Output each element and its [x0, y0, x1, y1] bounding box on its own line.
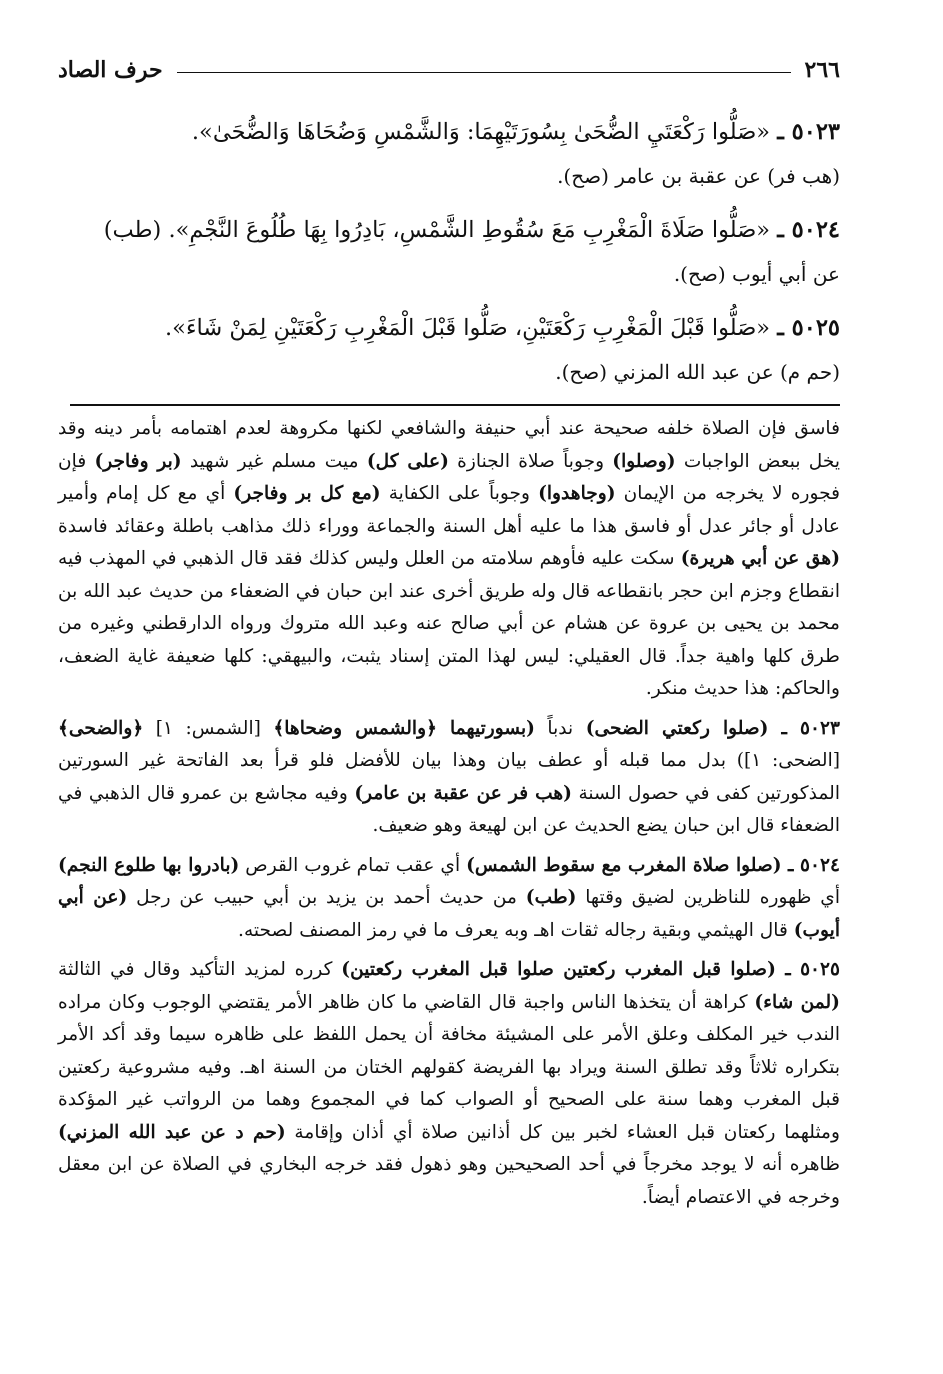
hadith-text: «صَلُّوا قَبْلَ الْمَغْرِبِ رَكْعَتَيْنِ، صَلُّوا قَبْلَ الْمَغْرِبِ رَكْعَتَيْنِ لِمَنْ شَاءَ». — [165, 315, 771, 341]
commentary-keyword: (صلوا قبل المغرب ركعتين صلوا قبل المغرب ركعتين) — [341, 959, 776, 980]
commentary-number: ٥٠٢٥ ـ — [775, 959, 841, 980]
hadith-line — [58, 304, 840, 352]
commentary-text: ظاهره أنه لا يوجد مخرجاً في أحد الصحيحين وهو ذهول فقد خرجه البخاري في الصلاة عن ابن معقل وخرجه في الاعتصام أيضاً. — [58, 1154, 840, 1208]
hadith-number: ٥٠٢٣ ـ — [777, 119, 840, 145]
commentary-block — [58, 413, 840, 1221]
commentary-number: ٥٠٢٣ ـ — [768, 717, 840, 739]
commentary-paragraph — [58, 713, 840, 843]
commentary-text: أي ظهوره للناظرين لضيق وقتها — [576, 887, 841, 908]
commentary-paragraph — [58, 954, 840, 1214]
commentary-keyword: (وصلوا) — [612, 450, 676, 472]
commentary-text: فاسق فإن الصلاة خلفه صحيحة عند أبي حنيفة والشافعي لكنها مكروهة لعدم اهتمامه بأمر دينه وقد يخل ببعض الواجبات — [58, 418, 840, 472]
commentary-text: كرره لمزيد التأكيد وقال في الثالثة — [58, 959, 342, 980]
commentary-text: فإن فجوره لا يخرجه من الإيمان — [58, 450, 841, 504]
commentary-keyword: (صلوا صلاة المغرب مع سقوط الشمس) — [466, 854, 782, 876]
hadith-line — [58, 108, 840, 156]
header-rule — [177, 72, 791, 73]
commentary-paragraph — [58, 413, 840, 706]
commentary-keyword: (وجاهدوا) — [538, 483, 616, 504]
commentary-keyword: (بادروا بها طلوع النجم) — [58, 854, 240, 876]
hadith-text-block — [58, 108, 840, 402]
commentary-paragraph — [58, 850, 840, 948]
commentary-keyword: (حم د عن عبد الله المزني) — [58, 1121, 286, 1143]
page-header — [58, 50, 840, 90]
commentary-keyword: ﴿والضحى﴾ — [58, 717, 144, 739]
commentary-text: وجوباً على الكفاية — [380, 483, 539, 504]
commentary-keyword: (هق عن أبي هريرة) — [680, 548, 841, 569]
commentary-text: من حديث أحمد بن يزيد بن أبي حبيب عن رجل — [127, 887, 526, 908]
hadith-entry — [58, 108, 840, 196]
commentary-text: ندباً — [534, 717, 586, 739]
commentary-keyword: (طب) — [525, 887, 577, 908]
hadith-text: «صَلُّوا رَكْعَتَيِ الضُّحَىٰ بِسُورَتَيْهِمَا: وَالشَّمْسِ وَضُحَاهَا وَالضُّحَىٰ». — [191, 119, 771, 145]
commentary-text: أي عقب تمام غروب القرص — [239, 854, 467, 876]
commentary-keyword: (بسورتيهما ﴿والشمس وضحاها﴾ — [273, 717, 535, 739]
commentary-text: ميت مسلم غير شهيد — [181, 450, 367, 472]
commentary-text: سكت عليه فأوهم سلامته من العلل وليس كذلك فقد قال الذهبي في المهذب فيه انقطاع وجزم ابن حجر بانقطاعه قال وله طريق أخرى عند ابن حبان في الضعفاء من حديث عبد الله بن محمد بن يحيى بن عروة عن هشام عن أبي صالح عنه وعبد الله متروك ورواه الدارقطني وغيره من طرق كلها واهية جداً. قال العقيلي: ليس لهذا المتن إسناد يثبت، والبيهقي: كلها ضعيفة غاية الضعف، والحاكم: هذا حديث منكر. — [58, 548, 840, 699]
commentary-text: وفيه مجاشع بن عمرو قال الذهبي في الضعفاء قال ابن حبان يضع الحديث عن ابن لهيعة وهو ضعيف. — [58, 782, 840, 836]
hadith-entry — [58, 304, 840, 392]
hadith-text: «صَلُّوا صَلَاةَ الْمَغْرِبِ مَعَ سُقُوطِ الشَّمْسِ، بَادِرُوا بِهَا طُلُوعَ النَّجْمِ». (طب) — [103, 217, 771, 243]
commentary-keyword: (مع كل بر وفاجر) — [233, 483, 381, 504]
commentary-text: [الشمس: ١] — [143, 717, 274, 739]
commentary-keyword: (على كل) — [366, 450, 449, 472]
commentary-keyword: (هب فر عن عقبة بن عامر) — [354, 782, 572, 804]
commentary-keyword: (بر وفاجر) — [94, 450, 182, 472]
commentary-keyword: (صلوا ركعتي الضحى) — [585, 717, 769, 739]
hadith-number: ٥٠٢٥ ـ — [777, 315, 840, 341]
section-title: حرف الصاد — [58, 57, 163, 83]
commentary-text: كراهة أن يتخذها الناس واجبة قال القاضي ما كان ظاهر الأمر يقتضي الوجوب وكان مراده الندب خير المكلف وعلق الأمر على المشيئة مخافة أن يحمل اللفظ على ظاهره سيما وقد أكد الأمر بتكراره ثلاثاً وقد تطلق السنة ويراد بها الفريضة كقولهم الختان من السنة اهـ. وفيه مشروعية ركعتين قبل المغرب وهما سنة على الصحيح أو الصواب كما في المجموع وهما من الرواتب غير المؤكدة ومثلهما ركعتان قبل العشاء لخبر بين كل أذانين صلاة أي أذان وإقامة — [58, 991, 840, 1143]
footnote-divider — [70, 404, 840, 406]
commentary-text: أي مع كل إمام وأمير عادل أو جائر عدل أو فاسق هذا ما عليه أهل السنة والجماعة ووراء ذلك مذاهب باطلة وعقائد فاسدة — [58, 483, 840, 537]
hadith-number: ٥٠٢٤ ـ — [777, 217, 840, 243]
hadith-line — [58, 206, 840, 254]
hadith-source: (حم م) عن عبد الله المزني (صح). — [555, 360, 840, 384]
commentary-text: قال الهيثمي وبقية رجاله ثقات اهـ وبه يعرف ما في رمز المصنف لصحته. — [238, 919, 794, 941]
commentary-keyword: (لمن شاء) — [754, 991, 840, 1013]
hadith-entry — [58, 206, 840, 294]
commentary-text: وجوباً صلاة الجنازة — [448, 450, 613, 472]
hadith-source: عن أبي أيوب (صح). — [673, 262, 840, 286]
commentary-keyword: (عن أبي أيوب) — [58, 887, 840, 941]
hadith-source: (هب فر) عن عقبة بن عامر (صح). — [557, 164, 840, 188]
commentary-number: ٥٠٢٤ ـ — [781, 854, 840, 876]
page-number: ٢٦٦ — [804, 57, 840, 83]
commentary-text: [الضحى: ١]) بدل مما قبله أو عطف بيان وهذا بيان للأفضل فلو قرأ بعد الفاتحة غير السورتين المذكورتين كفى في حصول السنة — [58, 750, 840, 804]
